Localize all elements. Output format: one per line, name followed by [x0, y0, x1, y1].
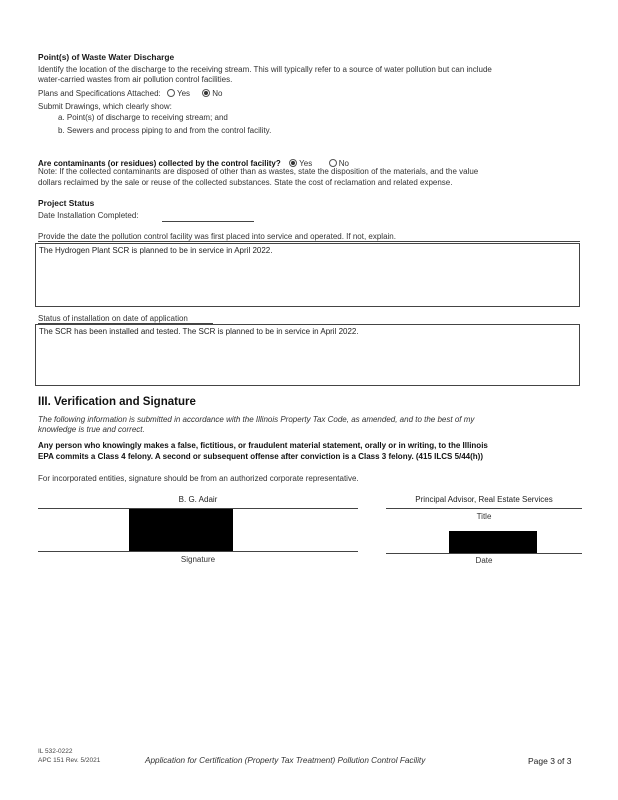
- installation-status-label: Status of installation on date of application: [38, 314, 188, 323]
- plans-no-label: No: [212, 89, 223, 98]
- title-rule[interactable]: [386, 508, 582, 509]
- drawing-item-a: a. Point(s) of discharge to receiving stream; and: [58, 113, 228, 122]
- footer-page-number: Page 3 of 3: [528, 756, 572, 766]
- date-label: Date: [475, 556, 493, 565]
- signature-redaction: [129, 509, 233, 551]
- contaminants-yes-label: Yes: [299, 159, 313, 168]
- service-date-answer: The Hydrogen Plant SCR is planned to be in service in April 2022.: [39, 246, 273, 255]
- date-redaction: [449, 531, 537, 553]
- contaminants-no-label: No: [338, 159, 349, 168]
- waste-water-intro-line2: water-carried wastes from air pollution control facilities.: [38, 75, 233, 84]
- contaminants-no-radio[interactable]: [329, 159, 337, 167]
- service-date-answer-box[interactable]: [35, 243, 580, 307]
- verification-intro-line1: The following information is submitted in accordance with the Illinois Property Tax Code, as amended, and to the best of my: [38, 415, 475, 424]
- signer-name: B. G. Adair: [178, 495, 218, 504]
- date-line[interactable]: [386, 553, 582, 554]
- verification-intro-line2: knowledge is true and correct.: [38, 425, 145, 434]
- contaminants-yes-radio[interactable]: [289, 159, 297, 167]
- verification-heading: III. Verification and Signature: [38, 396, 196, 408]
- plans-attached-row: [38, 89, 223, 100]
- date-installation-label: Date Installation Completed:: [38, 211, 139, 220]
- plans-yes-radio[interactable]: [167, 89, 175, 97]
- verification-warning-line2: EPA commits a Class 4 felony. A second or subsequent offense after conviction is a Class 3 felony. (415 ILCS 5/44(h)): [38, 452, 484, 461]
- submit-drawings-label: Submit Drawings, which clearly show:: [38, 102, 172, 111]
- corporate-note: For incorporated entities, signature should be from an authorized corporate representative.: [38, 474, 359, 483]
- contaminants-question: Are contaminants (or residues) collected by the control facility?: [38, 159, 281, 168]
- service-date-label: Provide the date the pollution control facility was first placed into service and operated. If not, explain.: [38, 232, 396, 241]
- form-id-2: APC 151 Rev. 5/2021: [38, 757, 101, 764]
- plans-no-radio[interactable]: [202, 89, 210, 97]
- footer-form-title: Application for Certification (Property Tax Treatment) Pollution Control Facility: [145, 756, 426, 765]
- plans-yes-label: Yes: [176, 89, 191, 98]
- signature-label: Signature: [180, 555, 216, 564]
- date-installation-field[interactable]: [162, 221, 254, 222]
- waste-water-intro-line1: Identify the location of the discharge to the receiving stream. This will typically refer to a source of water pollution but can include: [38, 65, 492, 74]
- installation-status-answer-box[interactable]: [35, 324, 580, 386]
- plans-attached-label: Plans and Specifications Attached:: [38, 89, 161, 98]
- service-date-rule: [38, 241, 580, 242]
- installation-status-answer: The SCR has been installed and tested. The SCR is planned to be in service in April 2022.: [39, 327, 359, 336]
- signature-line[interactable]: [38, 551, 358, 552]
- waste-water-heading: Point(s) of Waste Water Discharge: [38, 52, 175, 62]
- signer-title: Principal Advisor, Real Estate Services: [415, 495, 553, 504]
- title-label: Title: [476, 512, 492, 521]
- contaminants-note-line1: Note: If the collected contaminants are disposed of other than as wastes, state the disposition of the materials, and the value: [38, 167, 479, 176]
- project-status-heading: Project Status: [38, 198, 95, 208]
- form-id-1: IL 532-0222: [38, 748, 73, 755]
- verification-warning-line1: Any person who knowingly makes a false, fictitious, or fraudulent material statement, orally or in writing, to the Illinois: [38, 441, 488, 450]
- drawing-item-b: b. Sewers and process piping to and from the control facility.: [58, 126, 272, 135]
- contaminants-note-line2: dollars reclaimed by the sale or reuse of the collected substances. State the cost of reclamation and related expense.: [38, 178, 453, 187]
